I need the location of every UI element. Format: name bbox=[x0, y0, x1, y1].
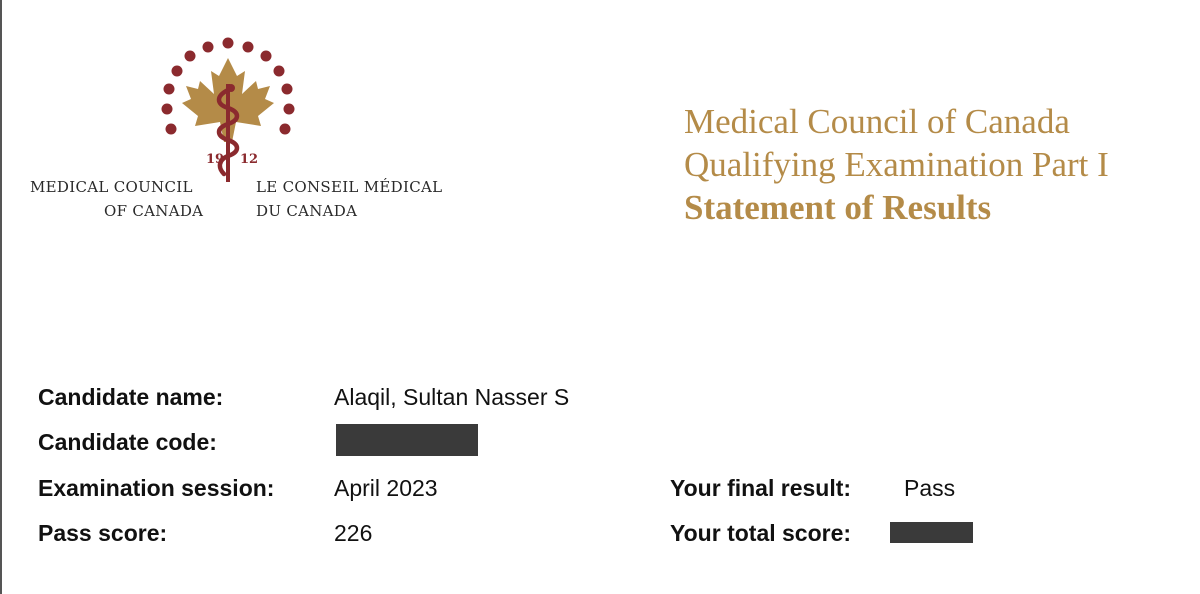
candidate-code-redaction bbox=[336, 424, 478, 456]
header-exam-name: Qualifying Examination Part I bbox=[684, 145, 1109, 184]
logo-french-line2: DU CANADA bbox=[256, 202, 358, 220]
pass-score-label: Pass score: bbox=[38, 520, 168, 546]
header-document-title: Statement of Results bbox=[684, 188, 992, 227]
header-organization: Medical Council of Canada bbox=[684, 102, 1070, 141]
logo-year-right: 12 bbox=[240, 152, 259, 167]
statement-header bbox=[684, 100, 1109, 229]
examination-session-label: Examination session: bbox=[38, 475, 275, 501]
examination-session-value: April 2023 bbox=[334, 475, 438, 501]
mcc-logo bbox=[30, 34, 470, 234]
candidate-name-label: Candidate name: bbox=[38, 384, 224, 410]
candidate-code-label: Candidate code: bbox=[38, 429, 217, 455]
maple-leaf-caduceus-emblem-icon bbox=[158, 34, 338, 184]
logo-year-left: 19 bbox=[206, 152, 225, 167]
pass-score-value: 226 bbox=[334, 520, 373, 546]
logo-english-line1: MEDICAL COUNCIL bbox=[30, 178, 193, 196]
candidate-name-value: Alaqil, Sultan Nasser S bbox=[334, 384, 570, 410]
final-result-value: Pass bbox=[904, 475, 956, 501]
logo-french-line1: LE CONSEIL MÉDICAL bbox=[256, 178, 443, 196]
total-score-redaction bbox=[890, 522, 973, 543]
total-score-label: Your total score: bbox=[670, 520, 852, 546]
final-result-label: Your final result: bbox=[670, 475, 852, 501]
logo-english-line2: OF CANADA bbox=[104, 202, 204, 220]
